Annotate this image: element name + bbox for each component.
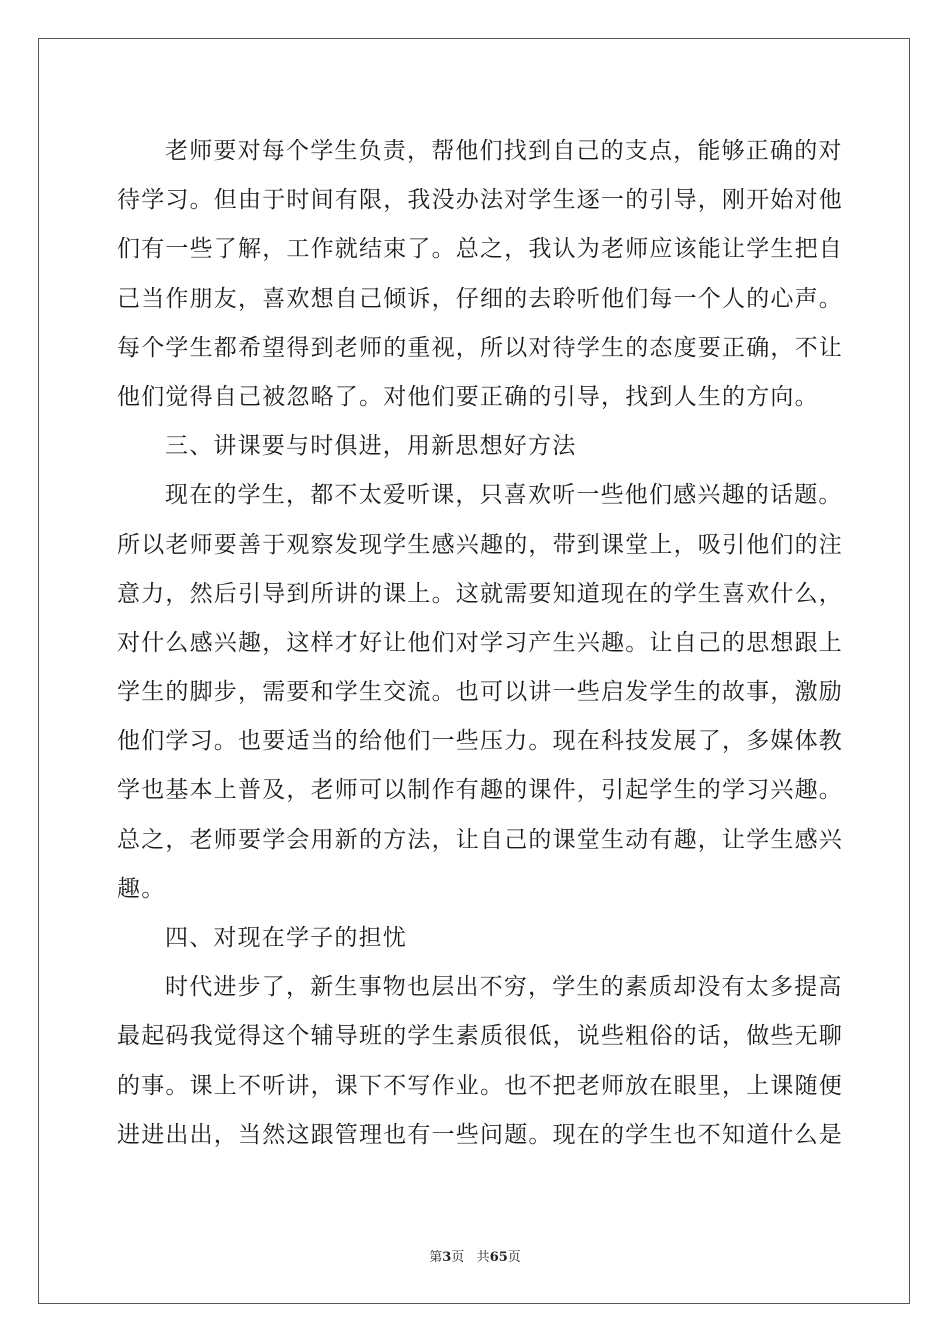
text-line: 进进出出，当然这跟管理也有一些问题。现在的学生也不知道什么是 [117,1121,843,1148]
text-line: 总之，老师要学会用新的方法，让自己的课堂生动有趣，让学生感兴 [117,826,843,853]
page-number: 3 [442,1250,452,1265]
text-line: 学生的脚步，需要和学生交流。也可以讲一些启发学生的故事，激励 [117,679,843,706]
text-line: 现在的学生，都不太爱听课，只喜欢听一些他们感兴趣的话题。 [165,482,843,509]
page-prefix: 第 [429,1250,443,1265]
total-pages: 65 [489,1250,508,1265]
text-line: 的事。课上不听讲，课下不写作业。也不把老师放在眼里，上课随便 [117,1072,843,1099]
text-line: 最起码我觉得这个辅导班的学生素质很低，说些粗俗的话，做些无聊 [117,1023,843,1050]
text-line: 意力，然后引导到所讲的课上。这就需要知道现在的学生喜欢什么， [117,580,843,607]
page-suffix: 页 [451,1250,465,1265]
text-line: 四、对现在学子的担忧 [165,925,407,951]
text-line: 三、讲课要与时俱进，用新思想好方法 [165,433,577,460]
document-body [117,127,843,1160]
text-line: 他们觉得自己被忽略了。对他们要正确的引导，找到人生的方向。 [117,383,819,410]
total-prefix: 共 [476,1250,490,1265]
total-suffix: 页 [507,1250,521,1265]
page-footer [0,1246,950,1265]
text-line: 学也基本上普及，老师可以制作有趣的课件，引起学生的学习兴趣。 [117,777,843,804]
text-line: 待学习。但由于时间有限，我没办法对学生逐一的引导，刚开始对他 [117,187,843,214]
text-line: 所以老师要善于观察发现学生感兴趣的，带到课堂上，吸引他们的注 [117,531,843,558]
text-line: 他们学习。也要适当的给他们一些压力。现在科技发展了，多媒体教 [117,728,843,755]
text-line: 趣。 [117,875,166,902]
text-line: 每个学生都希望得到老师的重视，所以对待学生的态度要正确，不让 [117,334,843,361]
text-line: 对什么感兴趣，这样才好让他们对学习产生兴趣。让自己的思想跟上 [117,629,843,656]
text-line: 时代进步了，新生事物也层出不穷，学生的素质却没有太多提高 [165,974,843,1001]
text-line: 们有一些了解，工作就结束了。总之，我认为老师应该能让学生把自 [117,236,843,263]
text-line: 己当作朋友，喜欢想自己倾诉，仔细的去聆听他们每一个人的心声。 [117,285,843,312]
text-line: 老师要对每个学生负责，帮他们找到自己的支点，能够正确的对 [165,138,843,164]
